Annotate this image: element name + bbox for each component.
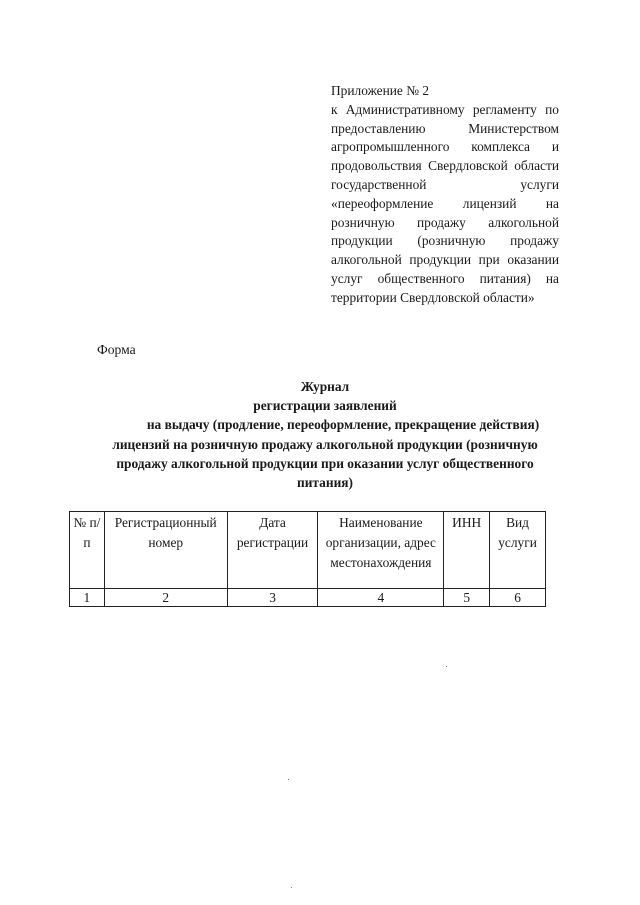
column-header-inn: ИНН bbox=[444, 512, 490, 589]
journal-subtitle-line-3: лицензий на розничную продажу алкогольной продукции (розничную bbox=[112, 436, 538, 452]
registry-table bbox=[69, 511, 546, 607]
column-header-number: № п/п bbox=[70, 512, 105, 589]
table-cell: 3 bbox=[227, 589, 318, 607]
table-cell: 1 bbox=[70, 589, 105, 607]
journal-subtitle-line-4: продажу алкогольной продукции при оказании услуг общественного bbox=[116, 455, 534, 471]
table-row-numbering bbox=[70, 589, 546, 607]
scan-speck bbox=[291, 887, 292, 888]
appendix-text: к Административному регламенту по предоставлению Министерством агропромышленного комплекса и продовольствия Свердловской области государственной услуги «переоформление лицензий на розничную продажу алкогольной продукции (розничную продажу алкогольной продукции при оказании услуг общественного питания) на территории Свердловской области» bbox=[331, 101, 559, 305]
appendix-title: Приложение № 2 bbox=[331, 83, 430, 98]
journal-subtitle-line-1: регистрации заявлений bbox=[253, 398, 397, 414]
form-label: Форма bbox=[97, 342, 136, 357]
journal-subtitle-line-5: питания) bbox=[296, 475, 353, 491]
table-cell: 5 bbox=[444, 589, 490, 607]
column-header-organization: Наименование организации, адрес местонахождения bbox=[318, 512, 444, 589]
journal-heading bbox=[60, 377, 590, 492]
scan-speck bbox=[446, 666, 447, 667]
journal-title: Журнал bbox=[300, 379, 350, 394]
journal-subtitle-line-2: на выдачу (продление, переоформление, прекращение действия) bbox=[146, 417, 540, 433]
table-header-row bbox=[70, 512, 546, 589]
table-cell: 4 bbox=[318, 589, 444, 607]
table-cell: 2 bbox=[104, 589, 227, 607]
table-cell: 6 bbox=[490, 589, 546, 607]
column-header-service-type: Вид услуги bbox=[490, 512, 546, 589]
column-header-registration-date: Дата регистрации bbox=[227, 512, 318, 589]
column-header-registration-number: Регистрационный номер bbox=[104, 512, 227, 589]
appendix-block bbox=[331, 82, 559, 308]
scan-speck bbox=[288, 779, 289, 780]
